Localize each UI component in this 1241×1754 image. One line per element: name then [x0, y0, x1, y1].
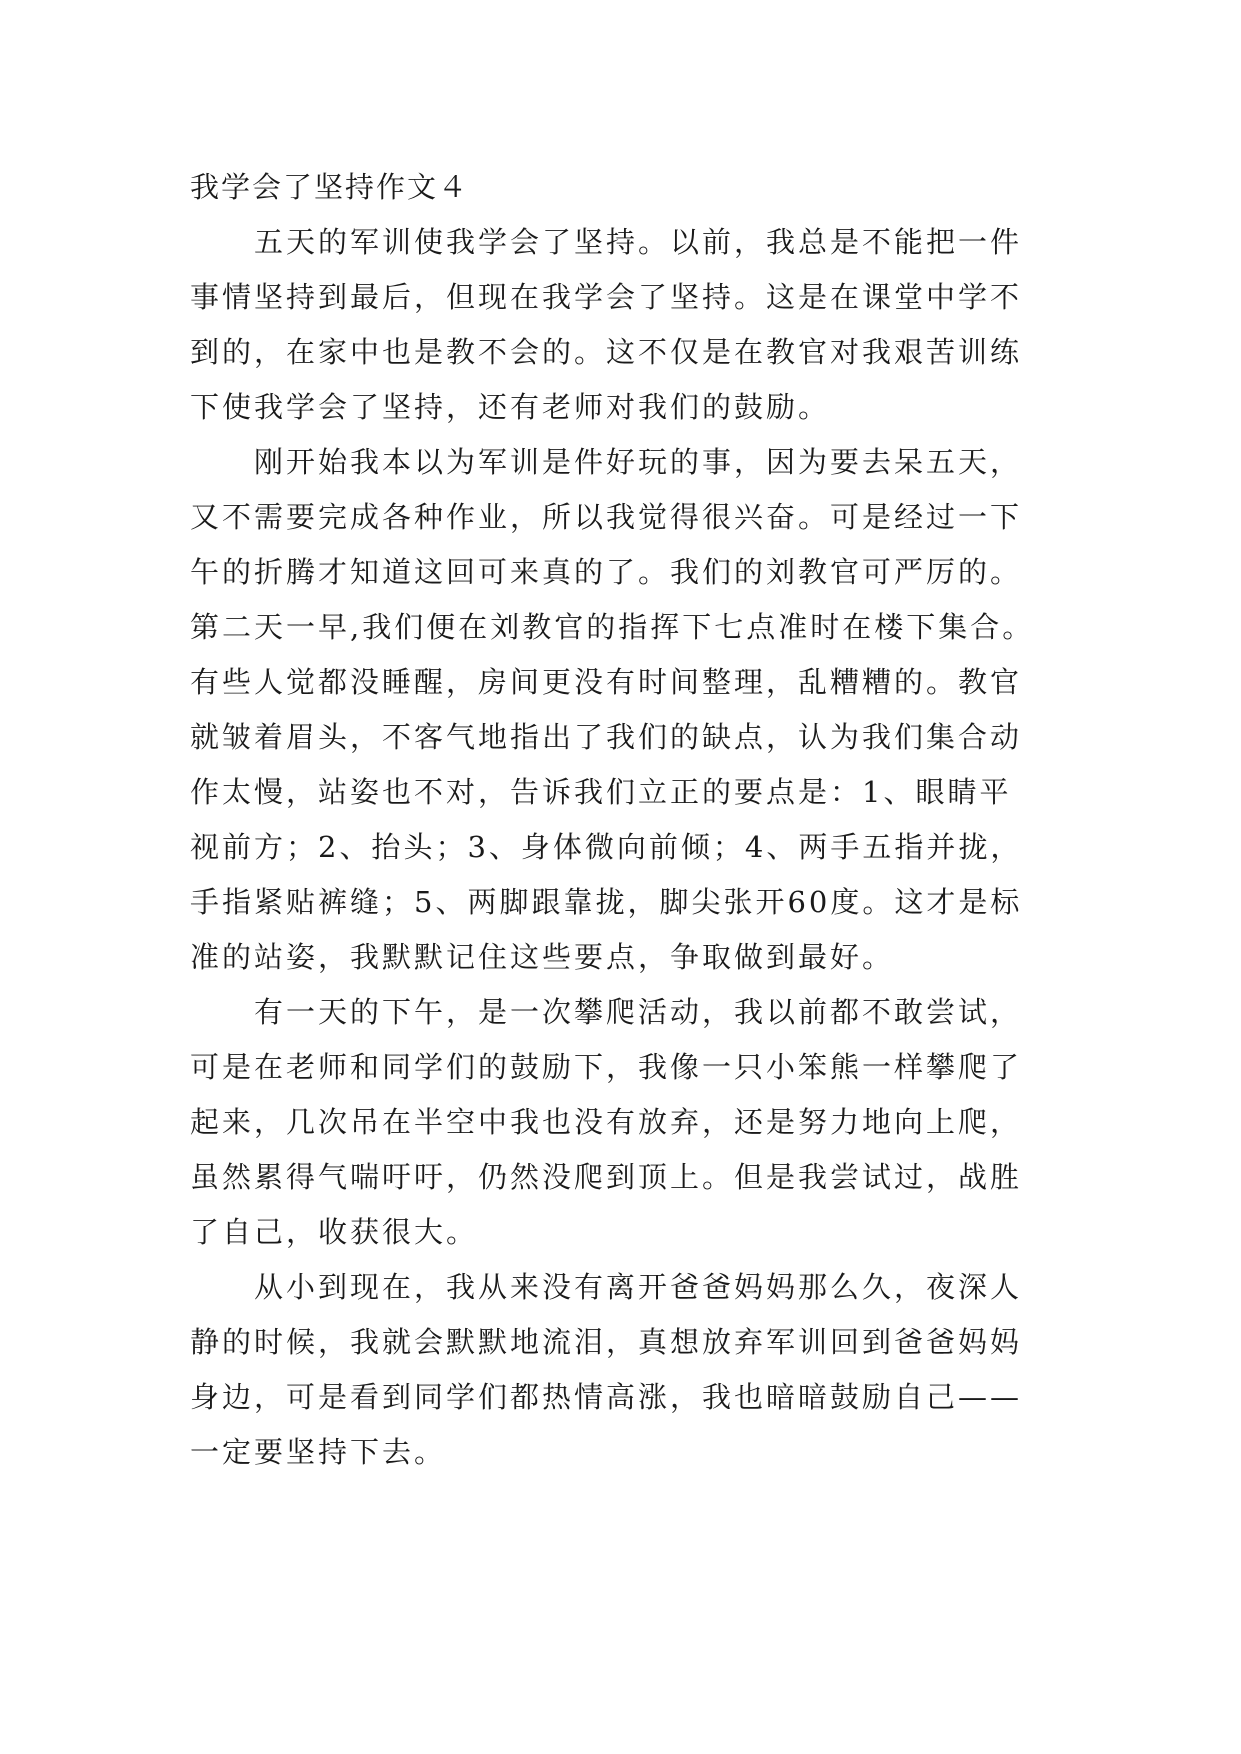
text-line: 就皱着眉头，不客气地指出了我们的缺点，认为我们集合动 [190, 720, 1023, 754]
text-line: 可是在老师和同学们的鼓励下，我像一只小笨熊一样攀爬了 [190, 1050, 1023, 1084]
text-line: 刚开始我本以为军训是件好玩的事，因为要去呆五天， [190, 445, 1023, 479]
text-line: 作太慢，站姿也不对，告诉我们立正的要点是：1、眼睛平 [190, 775, 1012, 809]
text-line: 身边，可是看到同学们都热情高涨，我也暗暗鼓励自己—— [190, 1380, 1023, 1414]
text-line: 了自己，收获很大。 [190, 1215, 479, 1249]
text-line: 一定要坚持下去。 [190, 1435, 447, 1469]
text-line: 准的站姿，我默默记住这些要点，争取做到最好。 [190, 940, 895, 974]
text-line: 静的时候，我就会默默地流泪，真想放弃军训回到爸爸妈妈 [190, 1325, 1023, 1359]
text-line: 从小到现在，我从来没有离开爸爸妈妈那么久，夜深人 [190, 1270, 1023, 1304]
text-line: 事情坚持到最后，但现在我学会了坚持。这是在课堂中学不 [190, 280, 1023, 314]
text-line: 又不需要完成各种作业，所以我觉得很兴奋。可是经过一下 [190, 500, 1023, 534]
text-line: 有些人觉都没睡醒，房间更没有时间整理，乱糟糟的。教官 [190, 665, 1023, 699]
text-line: 午的折腾才知道这回可来真的了。我们的刘教官可严厉的。 [190, 555, 1023, 589]
text-line: 第二天一早,我们便在刘教官的指挥下七点准时在楼下集合。 [190, 610, 1035, 644]
document-title: 我学会了坚持作文４ [190, 170, 470, 204]
text-line: 视前方；2、抬头；3、身体微向前倾；4、两手五指并拢， [190, 830, 1023, 864]
text-line: 下使我学会了坚持，还有老师对我们的鼓励。 [190, 390, 831, 424]
text-line: 五天的军训使我学会了坚持。以前，我总是不能把一件 [190, 225, 1023, 259]
text-line: 起来，几次吊在半空中我也没有放弃，还是努力地向上爬， [190, 1105, 1023, 1139]
text-line: 有一天的下午，是一次攀爬活动，我以前都不敢尝试， [190, 995, 1023, 1029]
text-line: 手指紧贴裤缝；5、两脚跟靠拢，脚尖张开60度。这才是标 [190, 885, 1023, 919]
text-line: 到的，在家中也是教不会的。这不仅是在教官对我艰苦训练 [190, 335, 1023, 369]
text-line: 虽然累得气喘吁吁，仍然没爬到顶上。但是我尝试过，战胜 [190, 1160, 1023, 1194]
